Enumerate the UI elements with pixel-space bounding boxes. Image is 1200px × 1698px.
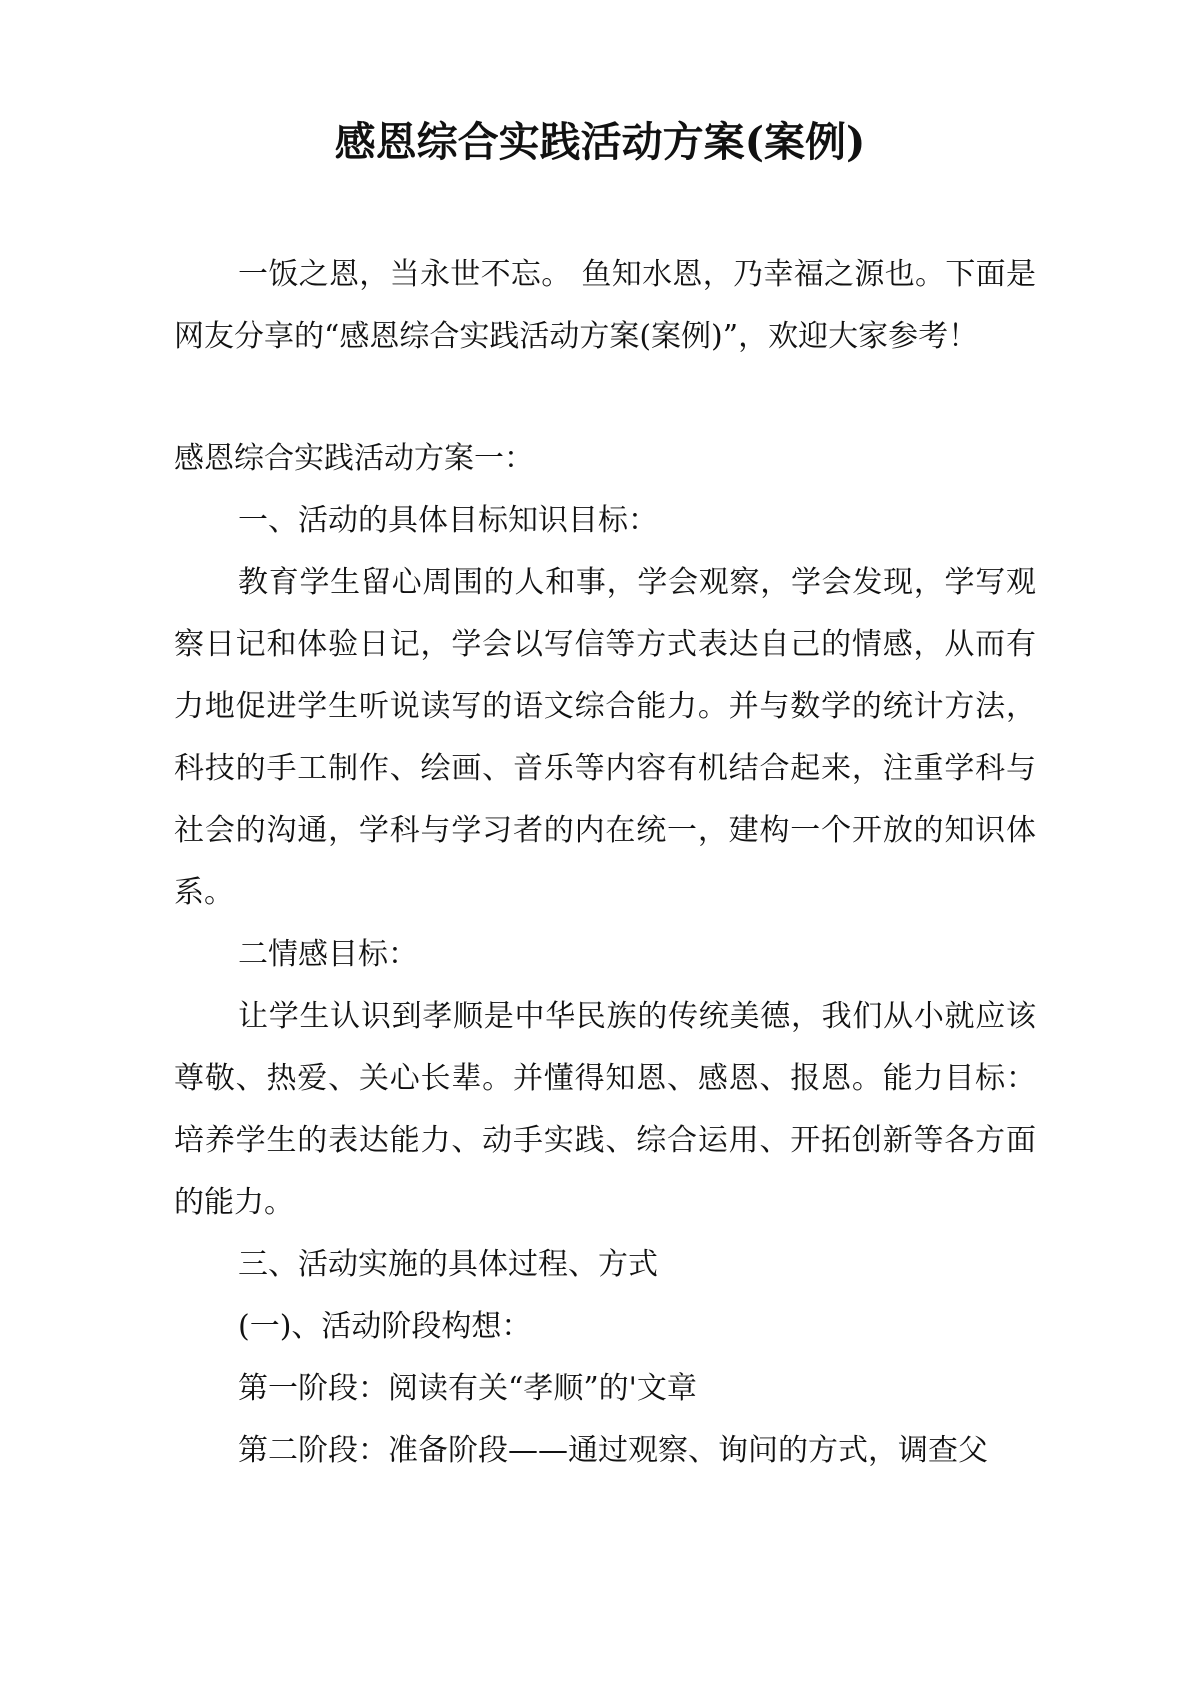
paragraph-emotion-goal: 让学生认识到孝顺是中华民族的传统美德，我们从小就应该尊敬、热爱、关心长辈。并懂得知恩、感恩、报恩。能力目标：培养学生的表达能力、动手实践、综合运用、开拓创新等各方面的能力。 xyxy=(174,999,1036,1220)
paragraph-stage-two: 第二阶段：准备阶段——通过观察、询问的方式，调查父 xyxy=(238,1433,988,1468)
paragraph-emotion-heading: 二情感目标： xyxy=(238,937,418,972)
paragraph-process-heading: 三、活动实施的具体过程、方式 xyxy=(238,1247,658,1282)
section-heading: 感恩综合实践活动方案一： xyxy=(174,441,534,476)
paragraph-goal-heading: 一、活动的具体目标知识目标： xyxy=(238,503,658,538)
document-title: 感恩综合实践活动方案(案例) xyxy=(334,118,866,166)
paragraph-stage-plan: (一)、活动阶段构想： xyxy=(238,1309,532,1344)
intro-paragraph: 一饭之恩，当永世不忘。 鱼知水恩，乃幸福之源也。下面是网友分享的“感恩综合实践活动方案(案例)”，欢迎大家参考！ xyxy=(174,257,1036,354)
document-body xyxy=(174,244,1036,1482)
paragraph-gap xyxy=(174,368,1036,428)
paragraph-knowledge-goal: 教育学生留心周围的人和事，学会观察，学会发现，学写观察日记和体验日记，学会以写信等方式表达自己的情感，从而有力地促进学生听说读写的语文综合能力。并与数学的统计方法，科技的手工制作、绘画、音乐等内容有机结合起来，注重学科与社会的沟通，学科与学习者的内在统一，建构一个开放的知识体系。 xyxy=(174,565,1036,910)
paragraph-stage-one: 第一阶段：阅读有关“孝顺”的'文章 xyxy=(238,1371,697,1406)
